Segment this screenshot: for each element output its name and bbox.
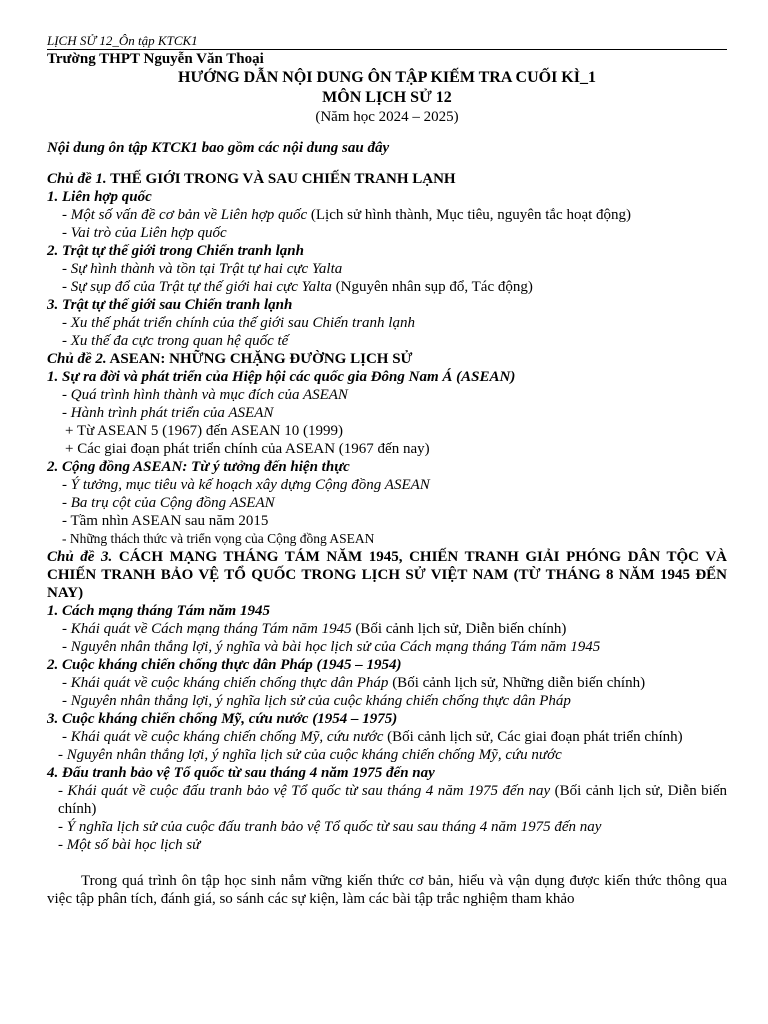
school-year: (Năm học 2024 – 2025) (315, 109, 459, 125)
list-item: - Quá trình hình thành và mục đích của ASEAN (62, 387, 348, 403)
list-item: - Sự hình thành và tồn tại Trật tự hai cực Yalta (62, 261, 343, 277)
list-item: - Vai trò của Liên hợp quốc (62, 225, 227, 241)
list-item: - Nguyên nhân thắng lợi, ý nghĩa lịch sử của cuộc kháng chiến chống thực dân Pháp (62, 693, 571, 709)
list-item: - Tầm nhìn ASEAN sau năm 2015 (62, 513, 269, 529)
topic-1-section-3: 3. Trật tự thế giới sau Chiến tranh lạnh (47, 297, 293, 313)
topic-1-title: THẾ GIỚI TRONG VÀ SAU CHIẾN TRANH LẠNH (110, 171, 456, 187)
topic-3-label: Chủ đề 3. (47, 549, 113, 565)
list-item: - Khái quát về cuộc đấu tranh bảo vệ Tổ quốc từ sau tháng 4 năm 1975 đến nay (Bối cảnh lịch sử, Diễn biến chính) (58, 783, 727, 817)
list-item: - Khái quát về cuộc kháng chiến chống thực dân Pháp (Bối cảnh lịch sử, Những diễn biến chính) (62, 675, 646, 691)
list-item: + Từ ASEAN 5 (1967) đến ASEAN 10 (1999) (65, 423, 343, 439)
list-item: - Một số vấn đề cơ bản về Liên hợp quốc (Lịch sử hình thành, Mục tiêu, nguyên tắc hoạt động) (62, 207, 632, 223)
topic-1-label: Chủ đề 1. (47, 171, 107, 187)
list-item: - Ý tưởng, mục tiêu và kế hoạch xây dựng Cộng đồng ASEAN (62, 477, 430, 493)
topic-1-section-1: 1. Liên hợp quốc (47, 189, 152, 205)
list-item: - Xu thế phát triển chính của thế giới sau Chiến tranh lạnh (62, 315, 415, 331)
topic-3-section-4: 4. Đấu tranh bảo vệ Tổ quốc từ sau tháng 4 năm 1975 đến nay (47, 765, 435, 781)
topic-3-title: CÁCH MẠNG THÁNG TÁM NĂM 1945, CHIẾN TRANH GIẢI PHÓNG DÂN TỘC VÀ CHIẾN TRANH BẢO VỆ TỔ QUỐC TRONG LỊCH SỬ VIỆT NAM (TỪ THÁNG 8 NĂM 1945 ĐẾN NAY) (47, 549, 727, 601)
list-item: - Nguyên nhân thắng lợi, ý nghĩa và bài học lịch sử của Cách mạng tháng Tám năm 1945 (62, 639, 601, 655)
list-item: - Khái quát về cuộc kháng chiến chống Mỹ, cứu nước (Bối cảnh lịch sử, Các giai đoạn phát triển chính) (62, 729, 683, 745)
topic-1-section-2: 2. Trật tự thế giới trong Chiến tranh lạnh (47, 243, 304, 259)
topic-2-label: Chủ đề 2. (47, 351, 107, 367)
topic-2-title: ASEAN: NHỮNG CHẶNG ĐƯỜNG LỊCH SỬ (109, 351, 413, 367)
topic-3-section-3: 3. Cuộc kháng chiến chống Mỹ, cứu nước (1954 – 1975) (47, 711, 398, 727)
list-item: - Những thách thức và triển vọng của Cộng đồng ASEAN (62, 531, 375, 546)
topic-2-section-1: 1. Sự ra đời và phát triển của Hiệp hội các quốc gia Đông Nam Á (ASEAN) (47, 369, 516, 385)
document-title: HƯỚNG DẪN NỘI DUNG ÔN TẬP KIẾM TRA CUỐI KÌ_1 (178, 69, 596, 86)
list-item: - Một số bài học lịch sử (58, 837, 201, 853)
list-item: - Ba trụ cột của Cộng đồng ASEAN (62, 495, 275, 511)
closing-paragraph: Trong quá trình ôn tập học sinh nắm vững kiến thức cơ bản, hiểu và vận dụng được kiến thức thông qua việc tập phân tích, đánh giá, so sánh các sự kiện, làm các bài tập trắc nghiệm tham khảo (47, 873, 727, 907)
list-item: - Sự sụp đổ của Trật tự thế giới hai cực Yalta (Nguyên nhân sụp đổ, Tác động) (62, 279, 533, 295)
list-item: + Các giai đoạn phát triển chính của ASEAN (1967 đến nay) (65, 441, 430, 457)
running-header: LỊCH SỬ 12_Ôn tập KTCK1 (47, 33, 727, 50)
topic-3-section-2: 2. Cuộc kháng chiến chống thực dân Pháp (1945 – 1954) (47, 657, 402, 673)
topic-3-section-1: 1. Cách mạng tháng Tám năm 1945 (47, 603, 270, 619)
topic-1-heading (47, 170, 727, 188)
document-page (47, 33, 727, 908)
topic-2-section-2: 2. Cộng đồng ASEAN: Từ ý tưởng đến hiện thực (47, 459, 350, 475)
subject-title: MÔN LỊCH SỬ 12 (322, 89, 452, 106)
list-item: - Hành trình phát triển của ASEAN (62, 405, 274, 421)
intro-line: Nội dung ôn tập KTCK1 bao gồm các nội dung sau đây (47, 140, 390, 156)
list-item: - Nguyên nhân thắng lợi, ý nghĩa lịch sử của cuộc kháng chiến chống Mỹ, cứu nước (58, 747, 562, 763)
list-item: - Xu thế đa cực trong quan hệ quốc tế (62, 333, 289, 349)
list-item: - Ý nghĩa lịch sử của cuộc đấu tranh bảo vệ Tổ quốc từ sau sau tháng 4 năm 1975 đến nay (58, 819, 602, 835)
topic-3-heading (47, 548, 727, 602)
list-item: - Khái quát về Cách mạng tháng Tám năm 1945 (Bối cảnh lịch sử, Diễn biến chính) (62, 621, 567, 637)
topic-2-heading (47, 350, 727, 368)
school-name: Trường THPT Nguyễn Văn Thoại (47, 51, 264, 67)
